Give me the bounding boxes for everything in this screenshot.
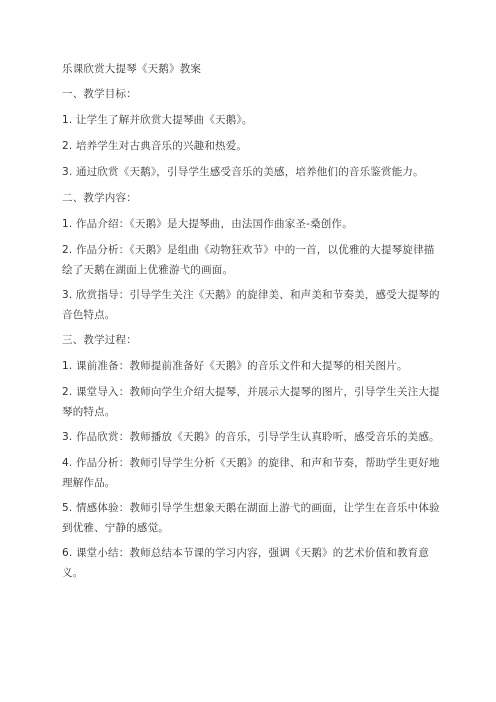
process-item: 1. 课前准备：教师提前准备好《天鹅》的音乐文件和大提琴的相关图片。 bbox=[62, 360, 408, 372]
content-item: 1. 作品介绍：《天鹅》是大提琴曲，由法国作曲家圣-桑创作。 bbox=[62, 218, 353, 230]
section-heading-content: 二、教学内容： bbox=[62, 192, 137, 204]
section-heading-process: 三、教学过程： bbox=[62, 334, 137, 346]
process-item: 4. 作品分析：教师引导学生分析《天鹅》的旋律、和声和节奏，帮助学生更好地理解作品。 bbox=[62, 457, 440, 489]
process-item: 5. 情感体验：教师引导学生想象天鹅在湖面上游弋的画面，让学生在音乐中体验到优雅、宁静的感觉。 bbox=[62, 502, 440, 534]
section-heading-objectives: 一、教学目标： bbox=[62, 88, 137, 100]
objective-item: 3. 通过欣赏《天鹅》，引导学生感受音乐的美感，培养他们的音乐鉴赏能力。 bbox=[62, 166, 424, 178]
content-item: 2. 作品分析：《天鹅》是组曲《动物狂欢节》中的一首，以优雅的大提琴旋律描绘了天鹅在湖面上优雅游弋的画面。 bbox=[62, 244, 435, 276]
process-item: 3. 作品欣赏：教师播放《天鹅》的音乐，引导学生认真聆听，感受音乐的美感。 bbox=[62, 431, 440, 443]
process-item: 6. 课堂小结：教师总结本节课的学习内容，强调《天鹅》的艺术价值和教育意义。 bbox=[62, 547, 430, 579]
objective-item: 1. 让学生了解并欣赏大提琴曲《天鹅》。 bbox=[62, 114, 253, 126]
process-item: 2. 课堂导入：教师向学生介绍大提琴，并展示大提琴的图片，引导学生关注大提琴的特点。 bbox=[62, 386, 440, 418]
content-item: 3. 欣赏指导：引导学生关注《天鹅》的旋律美、和声美和节奏美，感受大提琴的音色特点。 bbox=[62, 289, 440, 321]
objective-item: 2. 培养学生对古典音乐的兴趣和热爱。 bbox=[62, 140, 248, 152]
document-title: 乐课欣赏大提琴《天鹅》教案 bbox=[62, 63, 202, 75]
document-body bbox=[62, 62, 440, 591]
